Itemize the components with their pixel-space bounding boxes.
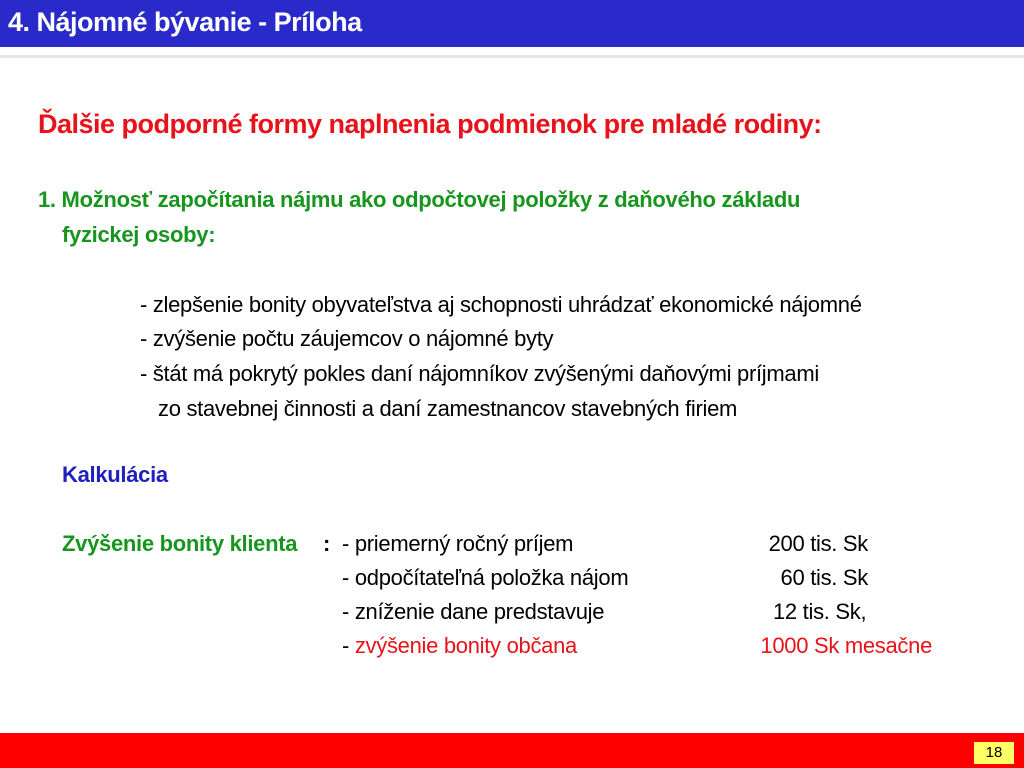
calc-row-text: - odpočítateľná položka nájom — [342, 565, 629, 590]
bullet-3-continued: zo stavebnej činnosti a daní zamestnancov stavebných firiem — [158, 396, 738, 421]
bonity-label: Zvýšenie bonity klienta — [62, 531, 298, 556]
calc-row-last — [342, 633, 577, 659]
bullet-2: - zvýšenie počtu záujemcov o nájomné byty — [140, 326, 554, 351]
slide-title: 4. Nájomné bývanie - Príloha — [8, 7, 362, 37]
calc-row-value: 12 tis. Sk, — [773, 599, 867, 624]
calc-row-text: - zníženie dane predstavuje — [342, 599, 605, 624]
calc-last-value: 1000 Sk mesačne — [760, 633, 932, 658]
footer-bar — [0, 733, 1024, 768]
title-bar — [0, 0, 1024, 47]
calc-row-value: 60 tis. Sk — [780, 565, 868, 590]
calc-row-value: 200 tis. Sk — [768, 531, 868, 556]
item1-line1: 1. Možnosť započítania nájmu ako odpočtovej položky z daňového základu — [38, 187, 801, 212]
calc-row-text: - priemerný ročný príjem — [342, 531, 574, 556]
bonity-colon: : — [323, 531, 331, 556]
title-divider — [0, 55, 1024, 58]
item1-line2: fyzickej osoby: — [62, 222, 216, 247]
page-number: 18 — [974, 742, 1014, 764]
calc-label: Kalkulácia — [62, 462, 168, 487]
bullet-1: - zlepšenie bonity obyvateľstva aj schopnosti uhrádzať ekonomické nájomné — [140, 292, 862, 317]
calc-last-dash: - — [342, 633, 355, 658]
bullet-3: - štát má pokrytý pokles daní nájomníkov zvýšenými daňovými príjmami — [140, 361, 819, 386]
calc-last-text: zvýšenie bonity občana — [354, 633, 577, 658]
section-heading: Ďalšie podporné formy naplnenia podmienok pre mladé rodiny: — [38, 109, 822, 139]
